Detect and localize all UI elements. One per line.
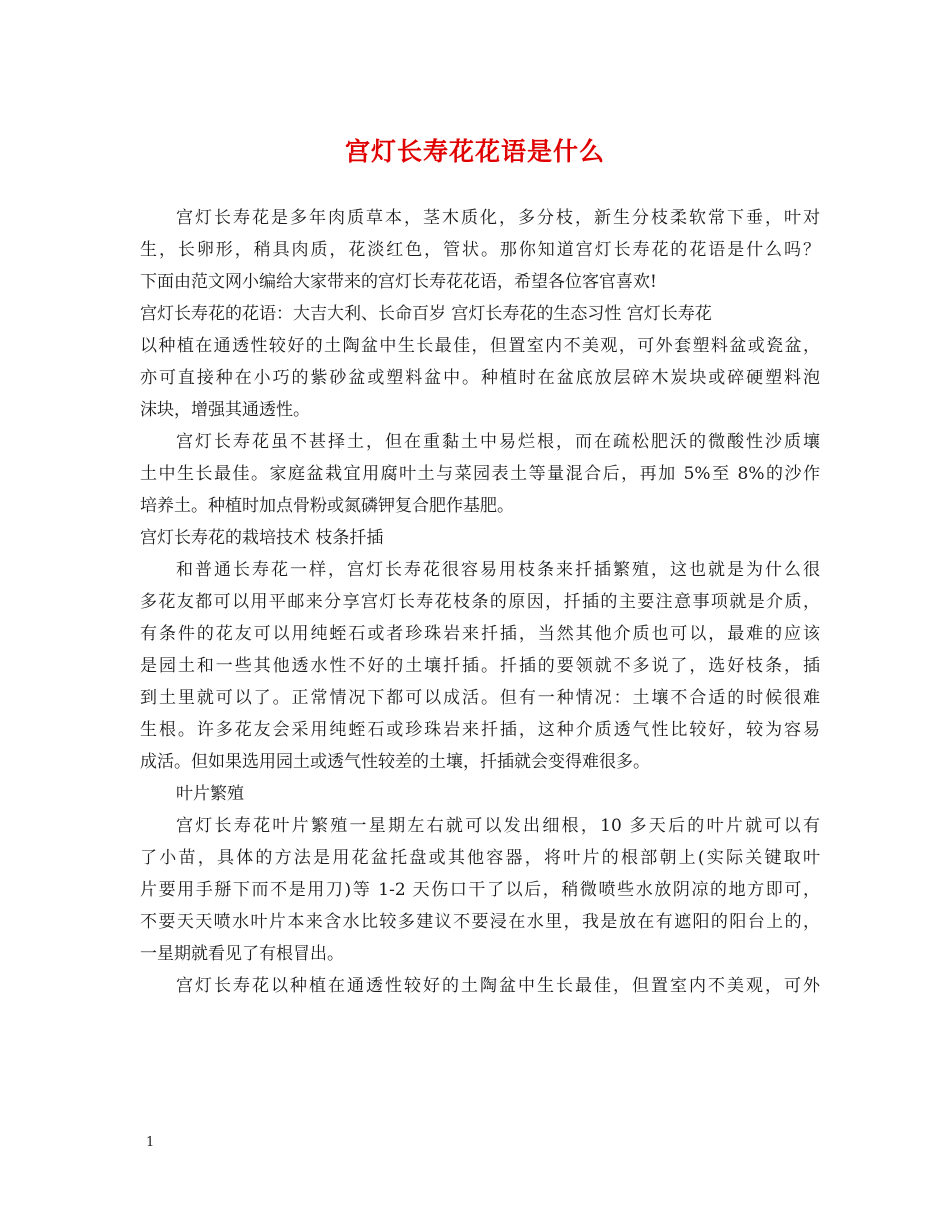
body-line: 亦可直接种在小巧的紫砂盆或塑料盆中。种植时在盆底放层碎木炭块或碎硬塑料泡 — [140, 368, 820, 388]
body-line: 不要天天喷水叶片本来含水比较多建议不要浸在水里，我是放在有遮阳的阳台上的， — [140, 912, 820, 932]
body-line: 多花友都可以用平邮来分享宫灯长寿花枝条的原因，扦插的主要注意事项就是介质， — [140, 592, 820, 612]
body-line: 生，长卵形，稍具肉质，花淡红色，管状。那你知道宫灯长寿花的花语是什么吗？ — [140, 240, 820, 260]
body-line: 宫灯长寿花的花语：大吉大利、长命百岁 宫灯长寿花的生态习性 宫灯长寿花 — [140, 304, 712, 324]
body-line: 下面由范文网小编给大家带来的宫灯长寿花花语，希望各位客官喜欢! — [140, 272, 657, 292]
body-line: 有条件的花友可以用纯蛭石或者珍珠岩来扦插，当然其他介质也可以，最难的应该 — [140, 624, 820, 644]
document-title: 宫灯长寿花花语是什么 — [344, 137, 605, 166]
body-line: 到土里就可以了。正常情况下都可以成活。但有一种情况：土壤不合适的时候很难 — [140, 688, 820, 708]
body-line: 宫灯长寿花以种植在通透性较好的土陶盆中生长最佳，但置室内不美观，可外 — [176, 976, 820, 996]
body-line: 宫灯长寿花虽不甚择土，但在重黏土中易烂根，而在疏松肥沃的微酸性沙质壤 — [176, 432, 820, 452]
page-number: 1 — [146, 1135, 155, 1150]
body-line: 和普通长寿花一样，宫灯长寿花很容易用枝条来扦插繁殖，这也就是为什么很 — [176, 560, 820, 580]
body-line: 片要用手掰下而不是用刀)等 1-2 天伤口干了以后，稍微喷些水放阴凉的地方即可， — [140, 880, 820, 900]
body-line: 宫灯长寿花叶片繁殖一星期左右就可以发出细根，10 多天后的叶片就可以有 — [176, 816, 820, 836]
body-line: 了小苗，具体的方法是用花盆托盘或其他容器，将叶片的根部朝上(实际关键取叶 — [140, 848, 820, 868]
body-line: 宫灯长寿花的栽培技术 枝条扦插 — [140, 528, 384, 548]
body-line: 土中生长最佳。家庭盆栽宜用腐叶土与菜园表土等量混合后，再加 5%至 8%的沙作 — [140, 464, 820, 484]
document-body — [140, 202, 820, 1002]
body-line: 以种植在通透性较好的土陶盆中生长最佳，但置室内不美观，可外套塑料盆或瓷盆， — [140, 336, 820, 356]
body-line: 是园土和一些其他透水性不好的土壤扦插。扦插的要领就不多说了，选好枝条，插 — [140, 656, 820, 676]
body-line: 宫灯长寿花是多年肉质草本，茎木质化，多分枝，新生分枝柔软常下垂，叶对 — [176, 208, 820, 228]
body-line: 成活。但如果选用园土或透气性较差的土壤，扦插就会变得难很多。 — [140, 752, 650, 772]
body-line: 生根。许多花友会采用纯蛭石或珍珠岩来扦插，这种介质透气性比较好，较为容易 — [140, 720, 820, 740]
body-line: 沫块，增强其通透性。 — [140, 400, 310, 420]
body-line: 一星期就看见了有根冒出。 — [140, 944, 344, 964]
body-line: 叶片繁殖 — [176, 784, 244, 804]
body-line: 培养土。种植时加点骨粉或氮磷钾复合肥作基肥。 — [140, 496, 514, 516]
